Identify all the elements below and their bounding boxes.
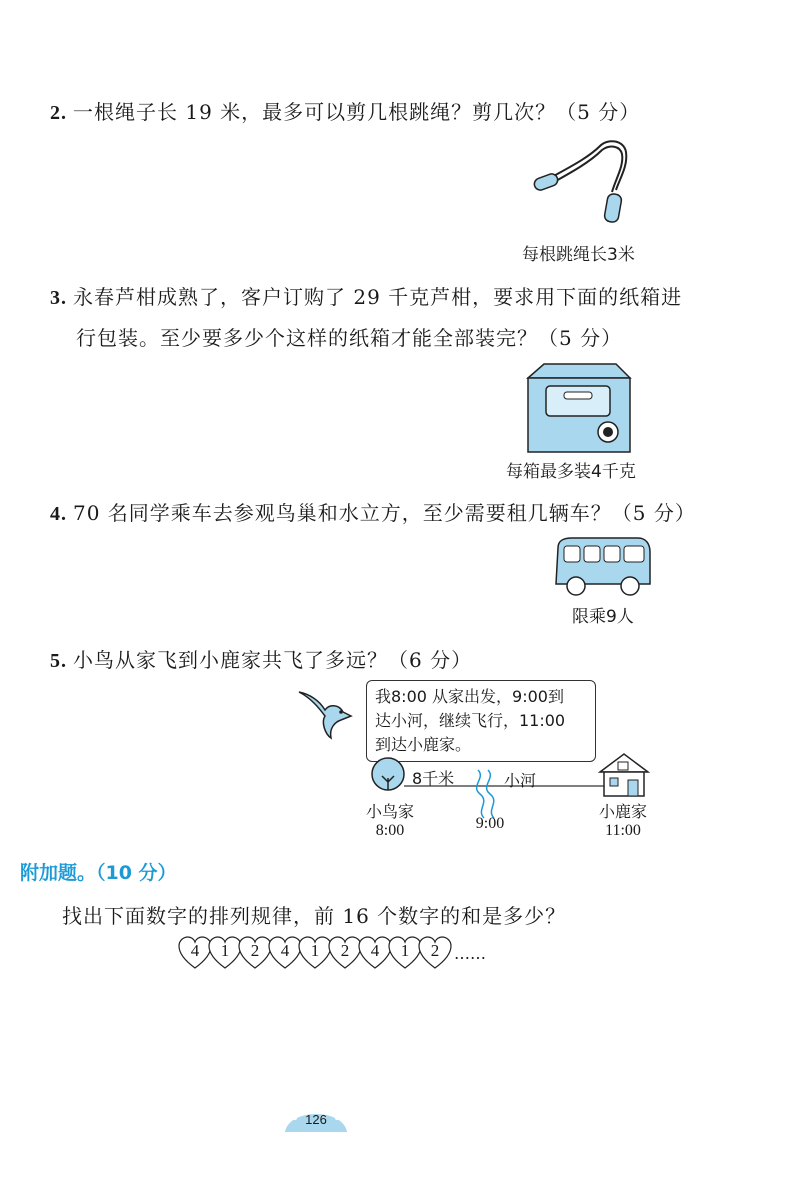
question-2: 2. 一根绳子长 19 米，最多可以剪几根跳绳？剪几次？（5 分） <box>50 100 641 124</box>
rope-caption: 每根跳绳长3米 <box>522 245 635 265</box>
time-river: 9:00 <box>475 815 505 832</box>
heart-item: 2 <box>418 936 452 970</box>
heart-item: 2 <box>328 936 362 970</box>
bus-illustration <box>552 534 652 600</box>
time-start: 8:00 <box>375 822 405 839</box>
bird-illustration <box>295 688 355 744</box>
distance-label: 8千米 <box>412 769 455 788</box>
question-4: 4. 70 名同学乘车去参观鸟巢和水立方，至少需要租几辆车？（5 分） <box>50 501 696 525</box>
question-5: 5. 小鸟从家飞到小鹿家共飞了多远？（6 分） <box>50 648 473 672</box>
heart-item: 4 <box>358 936 392 970</box>
deer-home-label: 小鹿家 <box>598 802 647 821</box>
bonus-question: 找出下面数字的排列规律，前 16 个数字的和是多少？ <box>62 904 567 928</box>
jump-rope-illustration <box>528 138 638 238</box>
bus-caption: 限乘9人 <box>572 607 634 627</box>
heart-item: 2 <box>238 936 272 970</box>
bird-home-label: 小鸟家 <box>365 802 414 821</box>
heart-sequence <box>178 936 486 970</box>
box-caption: 每箱最多装4千克 <box>506 462 636 482</box>
bonus-title: 附加题。（10 分） <box>20 862 177 884</box>
heart-item: 4 <box>178 936 212 970</box>
river-label: 小河 <box>504 771 537 790</box>
heart-item: 4 <box>268 936 302 970</box>
page-number: 126 <box>305 1112 327 1127</box>
heart-item: 1 <box>298 936 332 970</box>
speech-bubble: 我8:00 从家出发，9:00到 达小河，继续飞行，11:00 到达小鹿家。 <box>366 680 596 762</box>
box-illustration <box>524 362 634 454</box>
question-3-line-2: 行包装。至少要多少个这样的纸箱才能全部装完？（5 分） <box>76 326 623 350</box>
heart-item: 1 <box>388 936 422 970</box>
time-end: 11:00 <box>605 822 641 839</box>
sequence-ellipsis: …… <box>454 943 486 963</box>
heart-item: 1 <box>208 936 242 970</box>
question-3: 3. 永春芦柑成熟了，客户订购了 29 千克芦柑，要求用下面的纸箱进 <box>50 285 683 309</box>
